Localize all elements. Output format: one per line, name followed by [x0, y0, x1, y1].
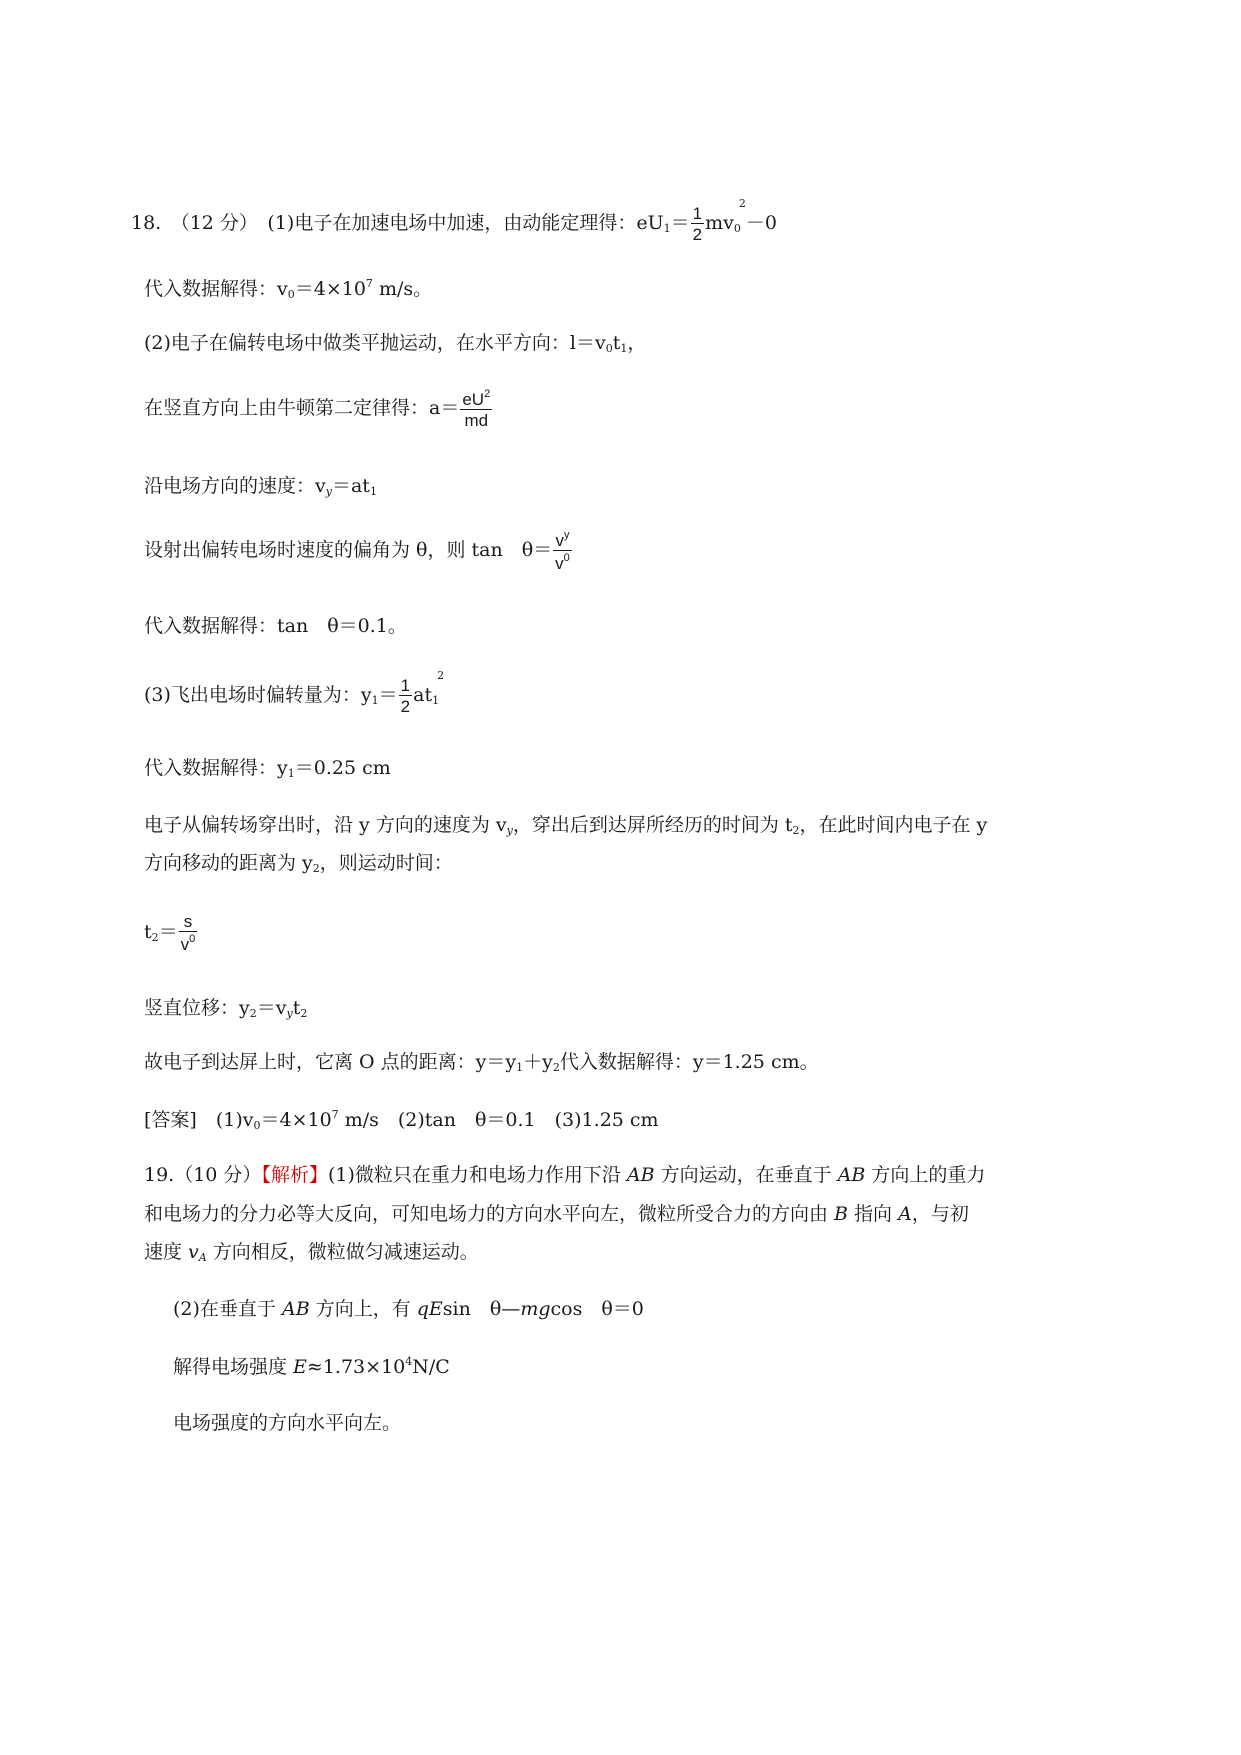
q18-line-12: [144, 913, 198, 953]
superscript: 2: [738, 197, 746, 210]
text: 代入数据解得：y＝1.25 cm。: [559, 1051, 819, 1073]
text: 竖直位移：y: [144, 997, 250, 1019]
q19-line-6: [173, 1414, 401, 1433]
fraction: [399, 677, 412, 715]
text: ＝: [670, 212, 690, 234]
subscript: 2: [312, 862, 320, 875]
superscript: 2: [484, 388, 491, 400]
subscript: 1: [432, 694, 440, 707]
text: cos θ＝0: [550, 1298, 644, 1320]
text: mv: [705, 212, 734, 234]
numerator: s: [179, 913, 198, 932]
text: 方向运动，在垂直于: [654, 1164, 838, 1186]
superscript: 0: [189, 933, 196, 945]
subscript: 2: [151, 931, 159, 944]
numerator: [553, 530, 572, 551]
text: ≈1.73×10: [306, 1356, 406, 1378]
numerator: [460, 389, 492, 410]
superscript: 2: [437, 669, 445, 682]
text: 指向: [848, 1203, 899, 1225]
text: 方向上的重力: [865, 1164, 986, 1186]
text: (2)在垂直于: [173, 1298, 282, 1320]
variable: mg: [520, 1298, 551, 1320]
text: 代入数据解得：y: [144, 757, 288, 779]
numerator: 1: [400, 676, 411, 695]
text: (3)飞出电场时偏转量为：y: [144, 684, 372, 706]
text: ，与初: [911, 1203, 969, 1225]
subscript: 0: [253, 1119, 261, 1132]
variable: A: [898, 1203, 912, 1225]
superscript: 7: [365, 277, 373, 290]
text: 18. （12 分） (1)电子在加速电场中加速，由动能定理得：eU: [131, 212, 664, 234]
text: 设射出偏转电场时速度的偏角为 θ，则 tan θ＝: [144, 539, 553, 561]
subscript: 0: [287, 288, 295, 301]
superscript: 4: [405, 1355, 413, 1368]
fraction: [460, 389, 492, 429]
q18-line-1: [131, 197, 777, 244]
variable: B: [834, 1203, 849, 1225]
q18-line-3: [144, 334, 646, 354]
denominator: md: [464, 411, 489, 430]
text: v: [555, 554, 564, 573]
q18-line-10: [144, 816, 987, 836]
q18-line-5: [144, 477, 377, 497]
text: 代入数据解得：tan θ＝0.1。: [144, 615, 407, 637]
subscript: 0: [733, 222, 741, 235]
text: ＝: [378, 684, 398, 706]
fraction: [179, 913, 198, 953]
text: (1)微粒只在重力和电场力作用下沿: [327, 1164, 627, 1186]
text: ＝4×10: [294, 278, 366, 300]
subscript: 0: [605, 342, 613, 355]
denominator: [553, 551, 572, 572]
text: ＋y: [523, 1051, 553, 1073]
text: t: [292, 997, 301, 1019]
q18-line-9: [144, 759, 391, 779]
text: 方向相反，微粒做匀减速运动。: [206, 1241, 479, 1263]
q19-line-4: [173, 1300, 644, 1319]
denominator: 2: [692, 225, 703, 244]
text: t: [612, 332, 621, 354]
text: ＝0.25 cm: [294, 757, 391, 779]
q18-line-6: [144, 530, 573, 572]
text: ＝v: [256, 997, 287, 1019]
q18-line-7: [144, 617, 407, 636]
text: m/s (2)tan θ＝0.1 (3)1.25 cm: [338, 1109, 659, 1131]
denominator: [179, 932, 198, 953]
text: [答案] (1)v: [144, 1109, 254, 1131]
text: ，穿出后到达屏所经历的时间为 t: [512, 814, 793, 836]
subscript: 1: [287, 767, 295, 780]
text: at: [413, 684, 433, 706]
variable: v: [188, 1241, 199, 1263]
fraction: [691, 205, 704, 243]
q18-line-13: [144, 999, 307, 1019]
denominator: 2: [400, 697, 411, 716]
text: 电场强度的方向水平向左。: [173, 1412, 402, 1434]
subscript: 1: [516, 1061, 524, 1074]
q18-line-14: [144, 1053, 819, 1073]
variable: E: [293, 1356, 307, 1378]
text: 代入数据解得：v: [144, 278, 288, 300]
subscript: A: [198, 1251, 207, 1264]
analysis-tag: 【解析】: [261, 1164, 328, 1186]
fraction: [553, 530, 572, 572]
numerator: 1: [692, 204, 703, 223]
subscript: y: [506, 824, 513, 837]
text: N/C: [412, 1356, 450, 1378]
text: 在竖直方向上由牛顿第二定律得：a＝: [144, 397, 460, 419]
q18-line-4: [144, 389, 493, 429]
text: ＝at: [331, 475, 370, 497]
text: 19.（10 分）: [144, 1164, 262, 1186]
superscript: 0: [563, 552, 570, 564]
text: ＝: [158, 921, 178, 943]
text: eU: [462, 390, 485, 409]
subscript: 2: [552, 1061, 560, 1074]
superscript: y: [563, 529, 570, 541]
text: 方向上，有: [309, 1298, 417, 1320]
text: m/s。: [372, 278, 433, 300]
subscript: y: [325, 485, 332, 498]
text: ，则运动时间：: [319, 852, 453, 874]
variable: AB: [281, 1298, 310, 1320]
subscript: 1: [369, 485, 377, 498]
text: 方向移动的距离为 y: [144, 852, 313, 874]
text: v: [555, 531, 564, 550]
text: 和电场力的分力必等大反向，可知电场力的方向水平向左，微粒所受合力的方向由: [144, 1203, 835, 1225]
text: 沿电场方向的速度：v: [144, 475, 326, 497]
text: 解得电场强度: [173, 1356, 294, 1378]
superscript: 7: [331, 1108, 339, 1121]
q19-line-2: [144, 1205, 969, 1224]
q19-line-1: [144, 1166, 985, 1185]
text: sin θ—: [442, 1298, 521, 1320]
subscript: 2: [792, 824, 800, 837]
variable: qE: [416, 1298, 443, 1320]
text: t: [144, 921, 152, 943]
q18-line-11: [144, 854, 453, 874]
text: (2)电子在偏转电场中做类平抛运动，在水平方向：l＝v: [144, 332, 606, 354]
subscript: y: [286, 1007, 293, 1020]
subscript: 2: [249, 1007, 257, 1020]
text: 故电子到达屏上时，它离 O 点的距离：y＝y: [144, 1051, 517, 1073]
subscript: 2: [300, 1007, 308, 1020]
subscript: 1: [371, 694, 379, 707]
q19-line-5: [173, 1356, 450, 1377]
subscript: 1: [663, 222, 671, 235]
text: v: [180, 935, 190, 954]
q18-line-8: [144, 669, 445, 716]
q19-line-3: [144, 1243, 479, 1263]
text: 速度: [144, 1241, 189, 1263]
text: ＝4×10: [260, 1109, 332, 1131]
q18-line-2: [144, 278, 432, 300]
text: ，: [627, 332, 647, 354]
variable: AB: [837, 1164, 866, 1186]
text: 电子从偏转场穿出时，沿 y 方向的速度为 v: [144, 814, 507, 836]
variable: AB: [626, 1164, 655, 1186]
q18-answer: [144, 1109, 659, 1131]
text: ，在此时间内电子在 y: [799, 814, 988, 836]
text: －0: [745, 212, 777, 234]
subscript: 1: [620, 342, 628, 355]
